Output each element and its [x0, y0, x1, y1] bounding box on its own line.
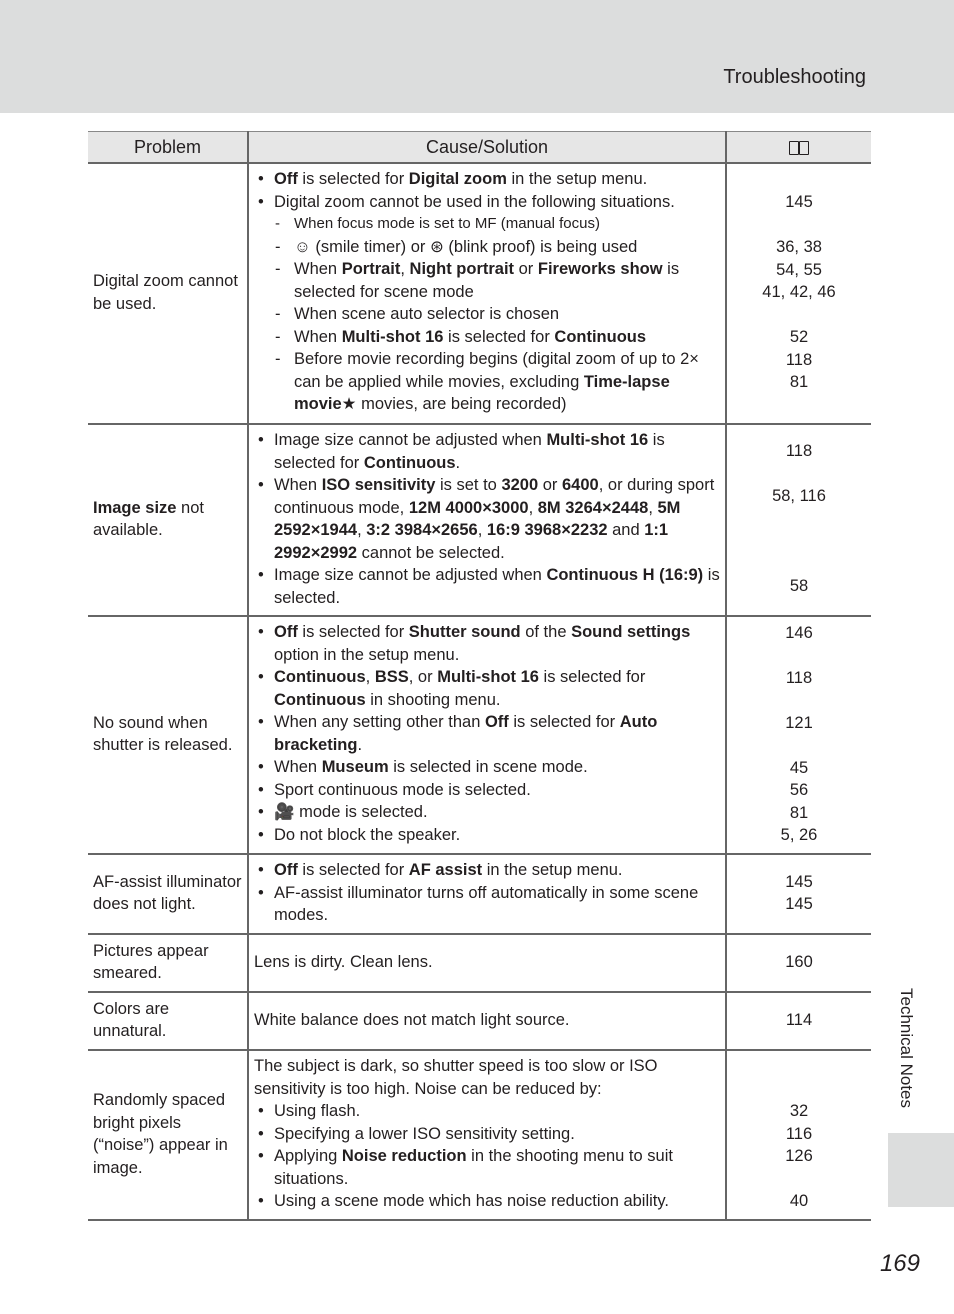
list-item: - ☺ (smile timer) or ⊛ (blink proof) is being used: [254, 236, 720, 259]
table-row: [88, 1050, 871, 1220]
side-tab-label: Technical Notes: [897, 988, 916, 1109]
table-row: [88, 163, 871, 424]
list-item: • Using flash.: [254, 1100, 720, 1123]
list-item: • When Museum is selected in scene mode.: [254, 756, 720, 779]
solution-cell: [248, 424, 726, 616]
header-band: [0, 0, 954, 113]
solution-cell: Lens is dirty. Clean lens.: [248, 934, 726, 992]
book-reference-icon: [789, 141, 809, 155]
problem-cell: Pictures appear smeared.: [88, 934, 248, 992]
section-title: Troubleshooting: [723, 66, 866, 88]
table-header-row: [88, 132, 871, 164]
reference-cell: 145 145: [726, 854, 871, 934]
list-item: • When any setting other than Off is selected for Auto bracketing.: [254, 711, 720, 756]
problem-cell: AF-assist illuminator does not light.: [88, 854, 248, 934]
list-item: • Applying Noise reduction in the shooting menu to suit situations.: [254, 1145, 720, 1190]
column-header-reference: [726, 132, 871, 164]
problem-cell: No sound when shutter is released.: [88, 616, 248, 854]
table-row: [88, 424, 871, 616]
list-item: • 🎥 mode is selected.: [254, 801, 720, 824]
list-item: • Image size cannot be adjusted when Continuous H (16:9) is selected.: [254, 564, 720, 609]
list-item: • Off is selected for Digital zoom in the setup menu.: [254, 168, 720, 191]
list-item: • Image size cannot be adjusted when Multi-shot 16 is selected for Continuous.: [254, 429, 720, 474]
list-item: • AF-assist illuminator turns off automatically in some scene modes.: [254, 882, 720, 927]
reference-cell: 160: [726, 934, 871, 992]
table-row: [88, 934, 871, 992]
list-item: • Continuous, BSS, or Multi-shot 16 is selected for Continuous in shooting menu.: [254, 666, 720, 711]
column-header-cause-solution: Cause/Solution: [248, 132, 726, 164]
table-row: [88, 992, 871, 1050]
list-item: • Specifying a lower ISO sensitivity setting.: [254, 1123, 720, 1146]
solution-cell: [248, 1050, 726, 1220]
list-item: • Sport continuous mode is selected.: [254, 779, 720, 802]
reference-cell: 114: [726, 992, 871, 1050]
list-item: • When ISO sensitivity is set to 3200 or 6400, or during sport continuous mode, 12M 4000×3000, 8M 3264×2448, 5M 2592×1944, 3:2 3984×2656, 16:9 3968×2232 and 1:1 2992×2992 cannot be selected.: [254, 474, 720, 564]
list-item: • Off is selected for Shutter sound of the Sound settings option in the setup menu.: [254, 621, 720, 666]
table-row: [88, 854, 871, 934]
solution-intro: The subject is dark, so shutter speed is too slow or ISO sensitivity is too high. Noise can be reduced by:: [254, 1057, 658, 1098]
list-item: - Before movie recording begins (digital zoom of up to 2× can be applied while movies, excluding Time-lapse movie★ movies, are being recorded): [254, 348, 720, 416]
reference-cell: 145 36, 38 54, 55 41, 42, 46 52 118 81: [726, 163, 871, 424]
reference-cell: 118 58, 116 58: [726, 424, 871, 616]
list-item: • Off is selected for AF assist in the setup menu.: [254, 859, 720, 882]
list-item: • Do not block the speaker.: [254, 824, 720, 847]
column-header-problem: Problem: [88, 132, 248, 164]
list-item: - When Portrait, Night portrait or Fireworks show is selected for scene mode: [254, 258, 720, 303]
list-item: - When focus mode is set to MF (manual focus): [254, 213, 720, 236]
list-item: - When Multi-shot 16 is selected for Continuous: [254, 326, 720, 349]
table-row: [88, 616, 871, 854]
problem-cell: Colors are unnatural.: [88, 992, 248, 1050]
page-number: 169: [879, 1250, 920, 1277]
solution-cell: [248, 854, 726, 934]
problem-cell: Image size not available.: [88, 424, 248, 616]
reference-cell: 32 116 126 40: [726, 1050, 871, 1220]
list-item: • Using a scene mode which has noise reduction ability.: [254, 1190, 720, 1213]
solution-cell: [248, 616, 726, 854]
problem-cell: Randomly spaced bright pixels (“noise”) appear in image.: [88, 1050, 248, 1220]
solution-cell: [248, 163, 726, 424]
reference-cell: 146 118 121 45 56 81 5, 26: [726, 616, 871, 854]
side-tab-marker: [888, 1133, 954, 1207]
problem-cell: Digital zoom cannot be used.: [88, 163, 248, 424]
troubleshooting-table: [88, 131, 871, 1221]
list-item: • Digital zoom cannot be used in the following situations. - When focus mode is set to MF (manual focus) - ☺ (smile timer) or ⊛ (blink proof) is being used - When Portrait, Night portrait or Fireworks show is selected for scene mode - When scene auto selector is chosen - When Multi-shot 16 is selected for Continuous - Before movie recording begins (digital zoom of up to 2× can be applied while movies, excluding Time-lapse movie★ movies, are being recorded): [254, 191, 720, 416]
solution-cell: White balance does not match light source.: [248, 992, 726, 1050]
list-item: - When scene auto selector is chosen: [254, 303, 720, 326]
